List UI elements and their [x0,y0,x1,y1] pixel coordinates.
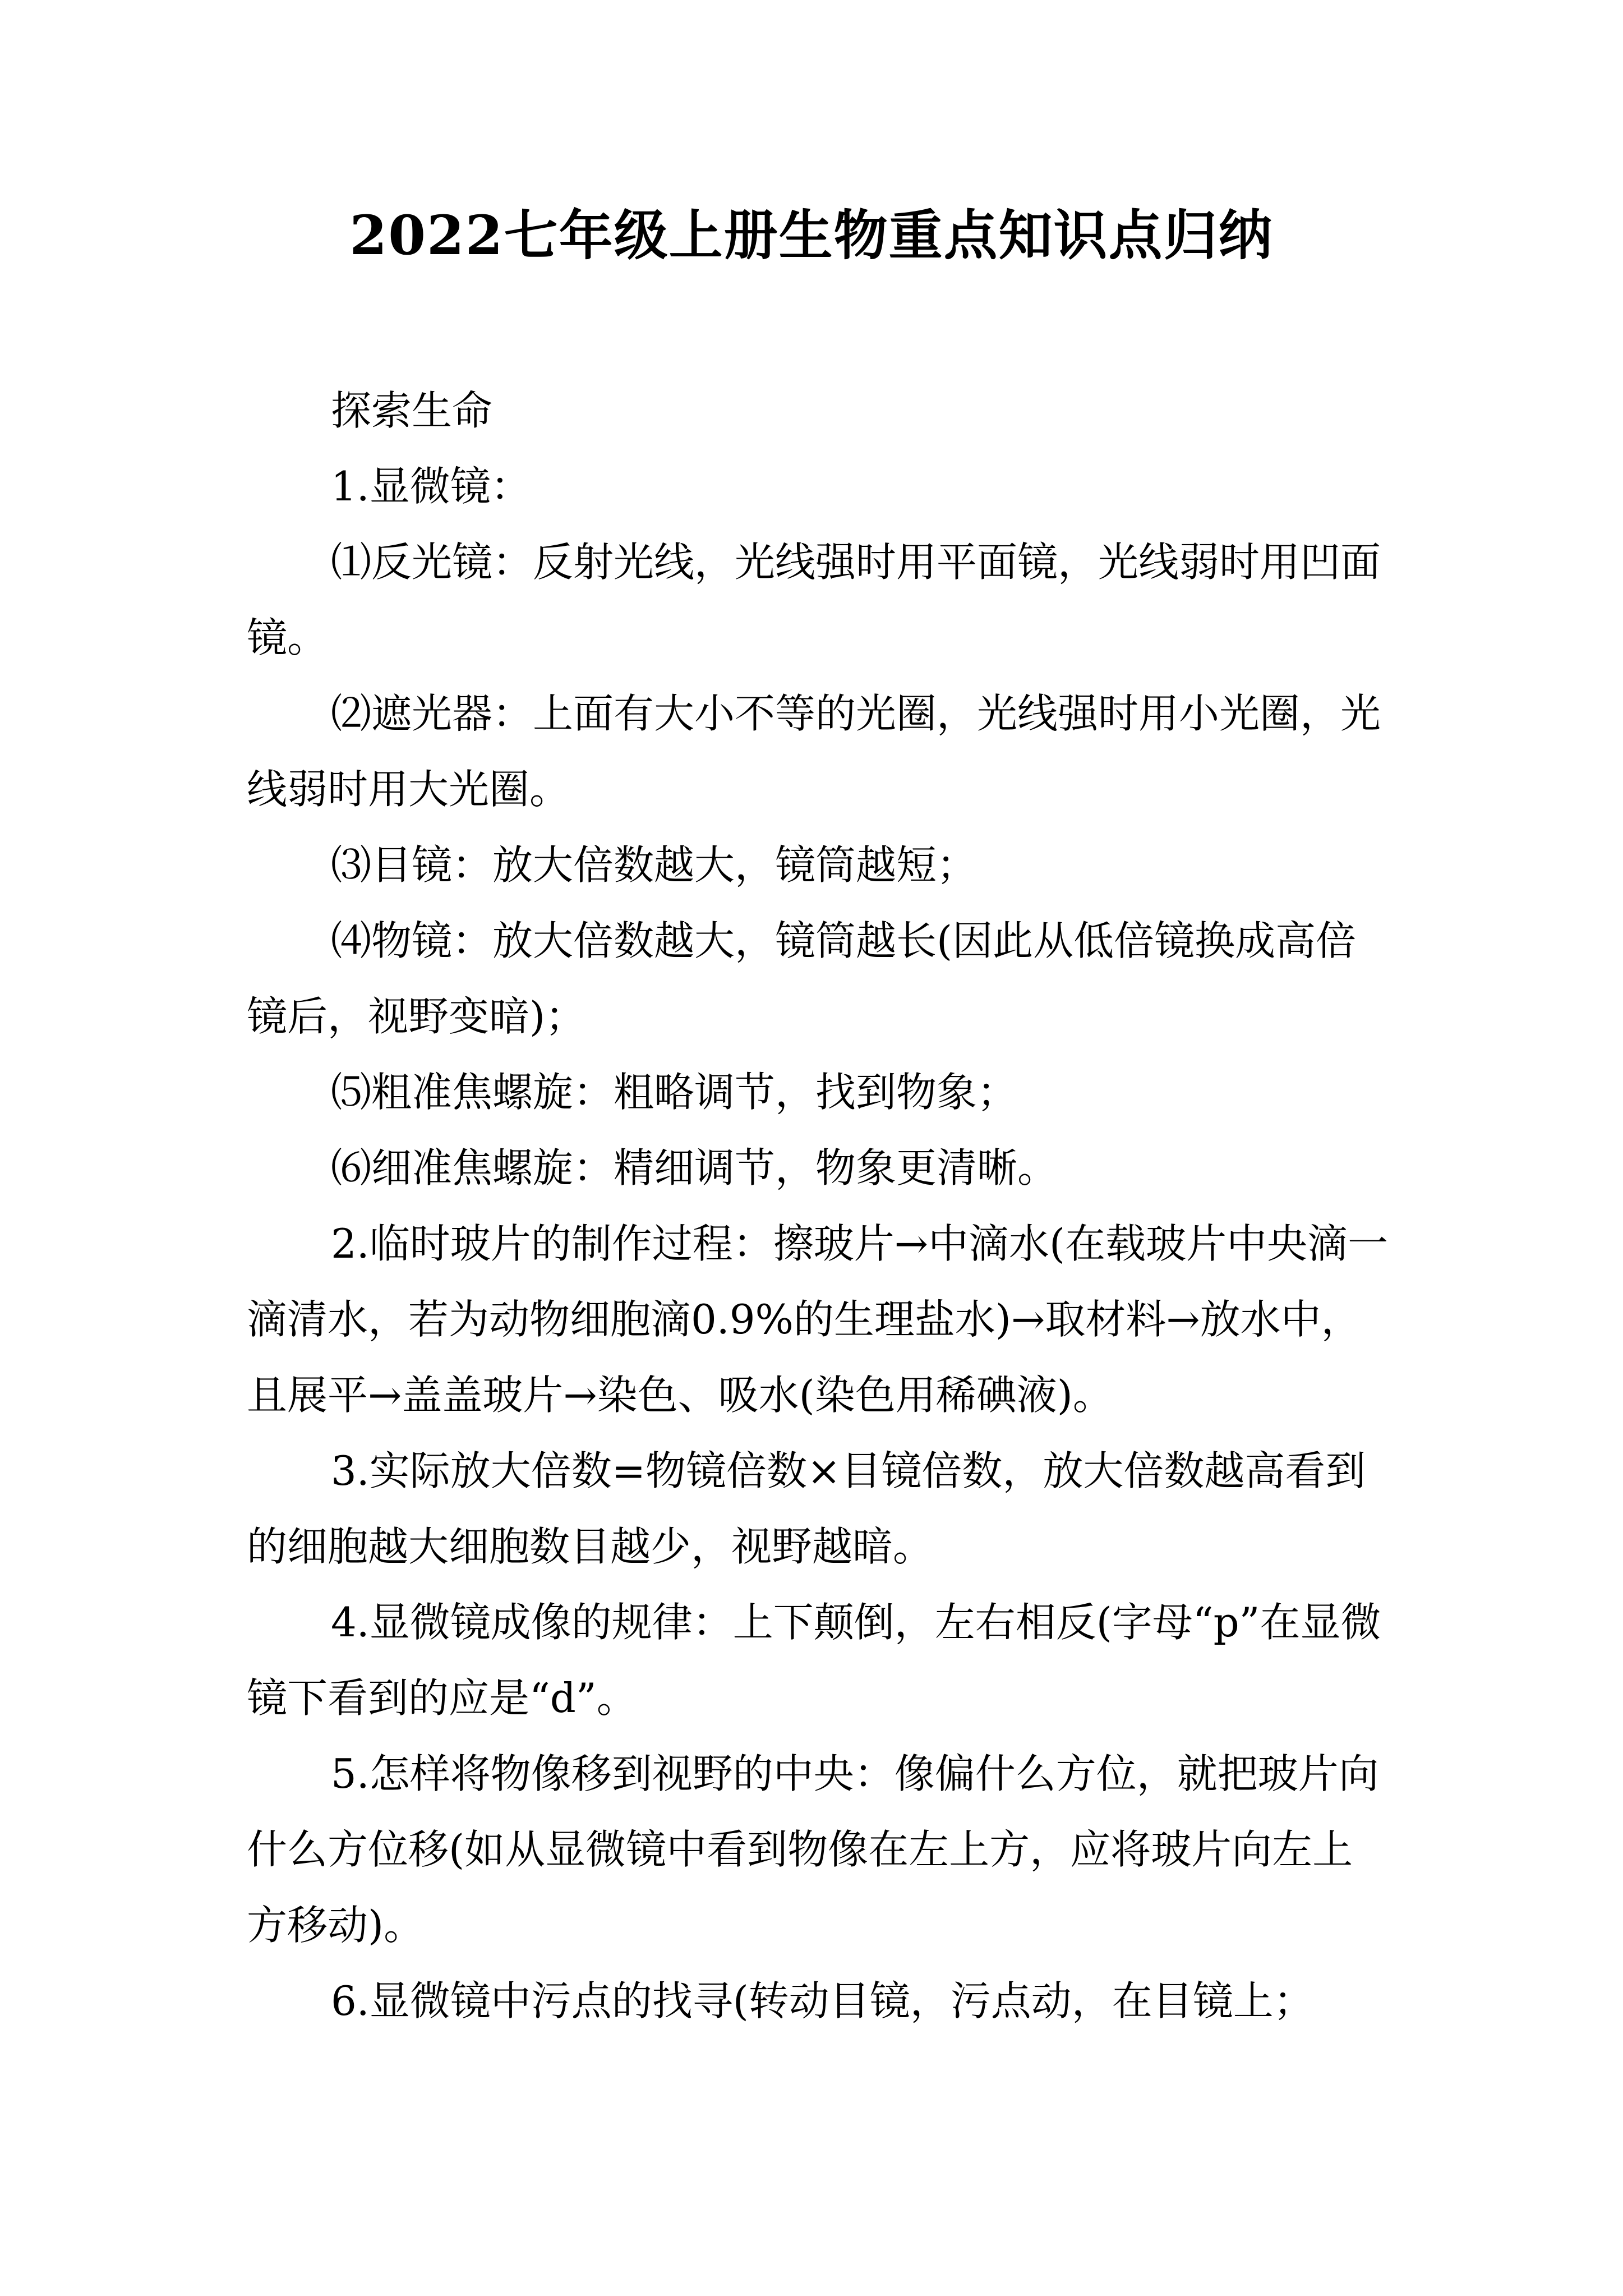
paragraph-2: ⑴反光镜：反射光线，光线强时用平面镜，光线弱时用凹面镜。 [247,539,1381,661]
paragraph-11: 5.怎样将物像移到视野的中央：像偏什么方位，就把玻片向什么方位移(如从显微镜中看到物像在左上方，应将玻片向左上方移动)。 [247,1750,1379,1949]
paragraph-9: 3.实际放大倍数=物镜倍数×目镜倍数，放大倍数越高看到的细胞越大细胞数目越少，视野越暗。 [247,1447,1366,1570]
document-title: 2022七年级上册生物重点知识点归纳 [349,204,1274,267]
paragraph-3: ⑵遮光器：上面有大小不等的光圈，光线强时用小光圈，光线弱时用大光圈。 [247,690,1381,813]
paragraph-8: 2.临时玻片的制作过程：擦玻片→中滴水(在载玻片中央滴一滴清水，若为动物细胞滴0.9%的生理盐水)→取材料→放水中，且展平→盖盖玻片→染色、吸水(染色用稀碘液)。 [247,1220,1389,1419]
paragraph-7: ⑹细准焦螺旋：精细调节，物象更清晰。 [331,1144,1058,1191]
paragraph-12: 6.显微镜中污点的找寻(转动目镜，污点动，在目镜上； [331,1977,1314,2024]
paragraph-1: 1.显微镜： [331,463,531,510]
paragraph-6: ⑸粗准焦螺旋：粗略调节，找到物象； [331,1069,1018,1116]
document-body [247,373,1391,2039]
section-heading: 探索生命 [331,387,493,434]
paragraph-10: 4.显微镜成像的规律：上下颠倒，左右相反(字母“p”在显微镜下看到的应是“d”。 [247,1599,1381,1722]
paragraph-5: ⑷物镜：放大倍数越大，镜筒越长(因此从低倍镜换成高倍镜后，视野变暗)； [247,917,1357,1040]
paragraph-4: ⑶目镜：放大倍数越大，镜筒越短； [331,841,978,889]
